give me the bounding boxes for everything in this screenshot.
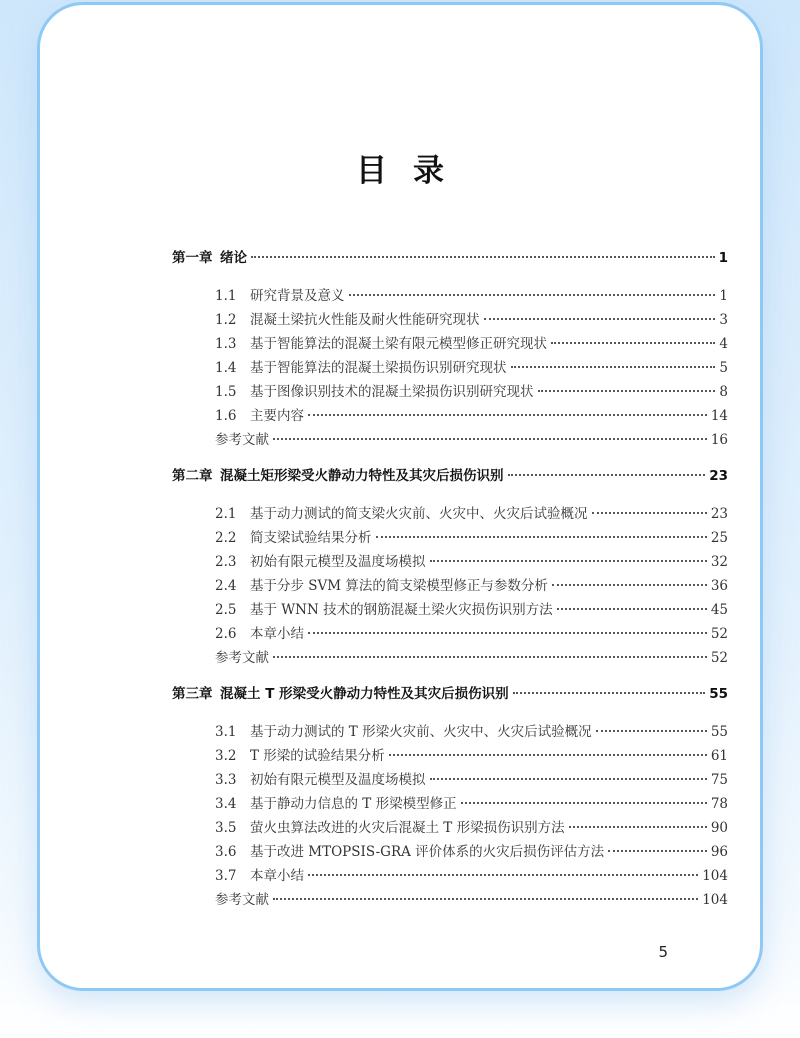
section-number: 2.5 xyxy=(215,602,237,618)
chapter-number: 第三章 xyxy=(172,686,213,702)
section-number: 1.1 xyxy=(215,288,237,304)
toc-references-entry[interactable] xyxy=(172,646,728,670)
section-title: 初始有限元模型及温度场模拟 xyxy=(250,554,426,570)
section-title: 参考文献 xyxy=(215,892,269,908)
page-ref: 55 xyxy=(710,724,728,740)
section-title: 基于智能算法的混凝土梁有限元模型修正研究现状 xyxy=(250,336,547,352)
page-ref: 61 xyxy=(710,748,728,764)
page-ref: 23 xyxy=(710,506,728,522)
section-title: 基于静动力信息的 T 形梁模型修正 xyxy=(250,796,457,812)
toc-section-entry[interactable] xyxy=(172,720,728,744)
toc-chapter-entry[interactable] xyxy=(172,682,728,706)
toc-section-entry[interactable] xyxy=(172,308,728,332)
toc-section-entry[interactable] xyxy=(172,284,728,308)
section-title: 基于 WNN 技术的钢筋混凝土梁火灾损伤识别方法 xyxy=(250,602,553,618)
page-ref: 45 xyxy=(710,602,728,618)
page-ref: 23 xyxy=(709,468,728,484)
chapter-number: 第二章 xyxy=(172,468,213,484)
page-ref: 55 xyxy=(709,686,728,702)
dot-leader xyxy=(513,692,706,694)
section-title: 本章小结 xyxy=(250,868,304,884)
table-of-contents xyxy=(172,246,728,924)
dot-leader xyxy=(596,730,707,732)
section-number: 3.3 xyxy=(215,772,237,788)
section-number: 2.3 xyxy=(215,554,237,570)
section-number: 1.2 xyxy=(215,312,237,328)
toc-section-entry[interactable] xyxy=(172,598,728,622)
section-title: 基于动力测试的 T 形梁火灾前、火灾中、火灾后试验概况 xyxy=(250,724,592,740)
page-ref: 52 xyxy=(710,626,728,642)
page-number: 5 xyxy=(658,943,668,961)
chapter-title: 混凝土 T 形梁受火静动力特性及其灾后损伤识别 xyxy=(220,686,509,702)
section-title: 本章小结 xyxy=(250,626,304,642)
toc-section-entry[interactable] xyxy=(172,768,728,792)
dot-leader xyxy=(592,512,707,514)
toc-section-entry[interactable] xyxy=(172,526,728,550)
section-number: 3.4 xyxy=(215,796,237,812)
section-title: 基于分步 SVM 算法的简支梁模型修正与参数分析 xyxy=(250,578,548,594)
toc-section-entry[interactable] xyxy=(172,380,728,404)
toc-section-entry[interactable] xyxy=(172,356,728,380)
toc-chapter-entry[interactable] xyxy=(172,464,728,488)
dot-leader xyxy=(273,656,707,658)
section-title: 主要内容 xyxy=(250,408,304,424)
page-ref: 75 xyxy=(710,772,728,788)
section-title: 混凝土梁抗火性能及耐火性能研究现状 xyxy=(250,312,480,328)
section-number: 1.5 xyxy=(215,384,237,400)
chapter-title: 混凝土矩形梁受火静动力特性及其灾后损伤识别 xyxy=(220,468,504,484)
dot-leader xyxy=(389,754,707,756)
page-ref: 104 xyxy=(702,892,728,908)
toc-section-entry[interactable] xyxy=(172,622,728,646)
section-number: 2.4 xyxy=(215,578,237,594)
dot-leader xyxy=(430,560,707,562)
page-ref: 3 xyxy=(719,312,728,328)
dot-leader xyxy=(552,584,707,586)
page-ref: 16 xyxy=(710,432,728,448)
dot-leader xyxy=(461,802,707,804)
toc-references-entry[interactable] xyxy=(172,888,728,912)
page-ref: 8 xyxy=(719,384,728,400)
toc-section-entry[interactable] xyxy=(172,792,728,816)
page-ref: 25 xyxy=(710,530,728,546)
page-ref: 4 xyxy=(719,336,728,352)
section-title: 基于图像识别技术的混凝土梁损伤识别研究现状 xyxy=(250,384,534,400)
page-ref: 14 xyxy=(710,408,728,424)
section-title: 基于动力测试的简支梁火灾前、火灾中、火灾后试验概况 xyxy=(250,506,588,522)
page-ref: 1 xyxy=(719,288,728,304)
toc-section-entry[interactable] xyxy=(172,502,728,526)
page-title: 目录 xyxy=(356,153,470,189)
section-number: 3.1 xyxy=(215,724,237,740)
page-ref: 36 xyxy=(710,578,728,594)
dot-leader xyxy=(557,608,707,610)
section-title: 参考文献 xyxy=(215,650,269,666)
page-ref: 32 xyxy=(710,554,728,570)
section-title: T 形梁的试验结果分析 xyxy=(250,748,385,764)
page-ref: 52 xyxy=(710,650,728,666)
dot-leader xyxy=(508,474,706,476)
page-ref: 90 xyxy=(710,820,728,836)
dot-leader xyxy=(273,438,707,440)
dot-leader xyxy=(308,632,707,634)
section-title: 基于智能算法的混凝土梁损伤识别研究现状 xyxy=(250,360,507,376)
chapter-number: 第一章 xyxy=(172,250,213,266)
section-title: 参考文献 xyxy=(215,432,269,448)
dot-leader xyxy=(608,850,707,852)
page-ref: 104 xyxy=(702,868,728,884)
page-ref: 96 xyxy=(710,844,728,860)
page-ref: 5 xyxy=(719,360,728,376)
page-ref: 1 xyxy=(718,250,728,266)
toc-section-entry[interactable] xyxy=(172,744,728,768)
section-title: 萤火虫算法改进的火灾后混凝土 T 形梁损伤识别方法 xyxy=(250,820,565,836)
dot-leader xyxy=(273,898,698,900)
section-title: 基于改进 MTOPSIS-GRA 评价体系的火灾后损伤评估方法 xyxy=(250,844,605,860)
toc-section-entry[interactable] xyxy=(172,404,728,428)
section-number: 3.7 xyxy=(215,868,237,884)
chapter-title: 绪论 xyxy=(220,250,247,266)
section-title: 研究背景及意义 xyxy=(250,288,345,304)
dot-leader xyxy=(376,536,707,538)
page-card xyxy=(37,2,763,991)
dot-leader xyxy=(511,366,716,368)
section-number: 3.6 xyxy=(215,844,237,860)
dot-leader xyxy=(538,390,716,392)
toc-references-entry[interactable] xyxy=(172,428,728,452)
toc-section-entry[interactable] xyxy=(172,816,728,840)
dot-leader xyxy=(551,342,715,344)
dot-leader xyxy=(308,874,698,876)
dot-leader xyxy=(569,826,707,828)
toc-section-entry[interactable] xyxy=(172,840,728,864)
toc-chapter-entry[interactable] xyxy=(172,246,728,270)
page-ref: 78 xyxy=(710,796,728,812)
section-number: 1.3 xyxy=(215,336,237,352)
toc-section-entry[interactable] xyxy=(172,550,728,574)
section-number: 2.2 xyxy=(215,530,237,546)
section-title: 简支梁试验结果分析 xyxy=(250,530,372,546)
dot-leader xyxy=(430,778,707,780)
dot-leader xyxy=(484,318,716,320)
section-number: 3.2 xyxy=(215,748,237,764)
toc-section-entry[interactable] xyxy=(172,332,728,356)
dot-leader xyxy=(308,414,707,416)
section-number: 2.1 xyxy=(215,506,237,522)
section-number: 3.5 xyxy=(215,820,237,836)
toc-section-entry[interactable] xyxy=(172,574,728,598)
section-title: 初始有限元模型及温度场模拟 xyxy=(250,772,426,788)
section-number: 2.6 xyxy=(215,626,237,642)
section-number: 1.4 xyxy=(215,360,237,376)
toc-section-entry[interactable] xyxy=(172,864,728,888)
dot-leader xyxy=(251,256,715,258)
section-number: 1.6 xyxy=(215,408,237,424)
dot-leader xyxy=(349,294,716,296)
